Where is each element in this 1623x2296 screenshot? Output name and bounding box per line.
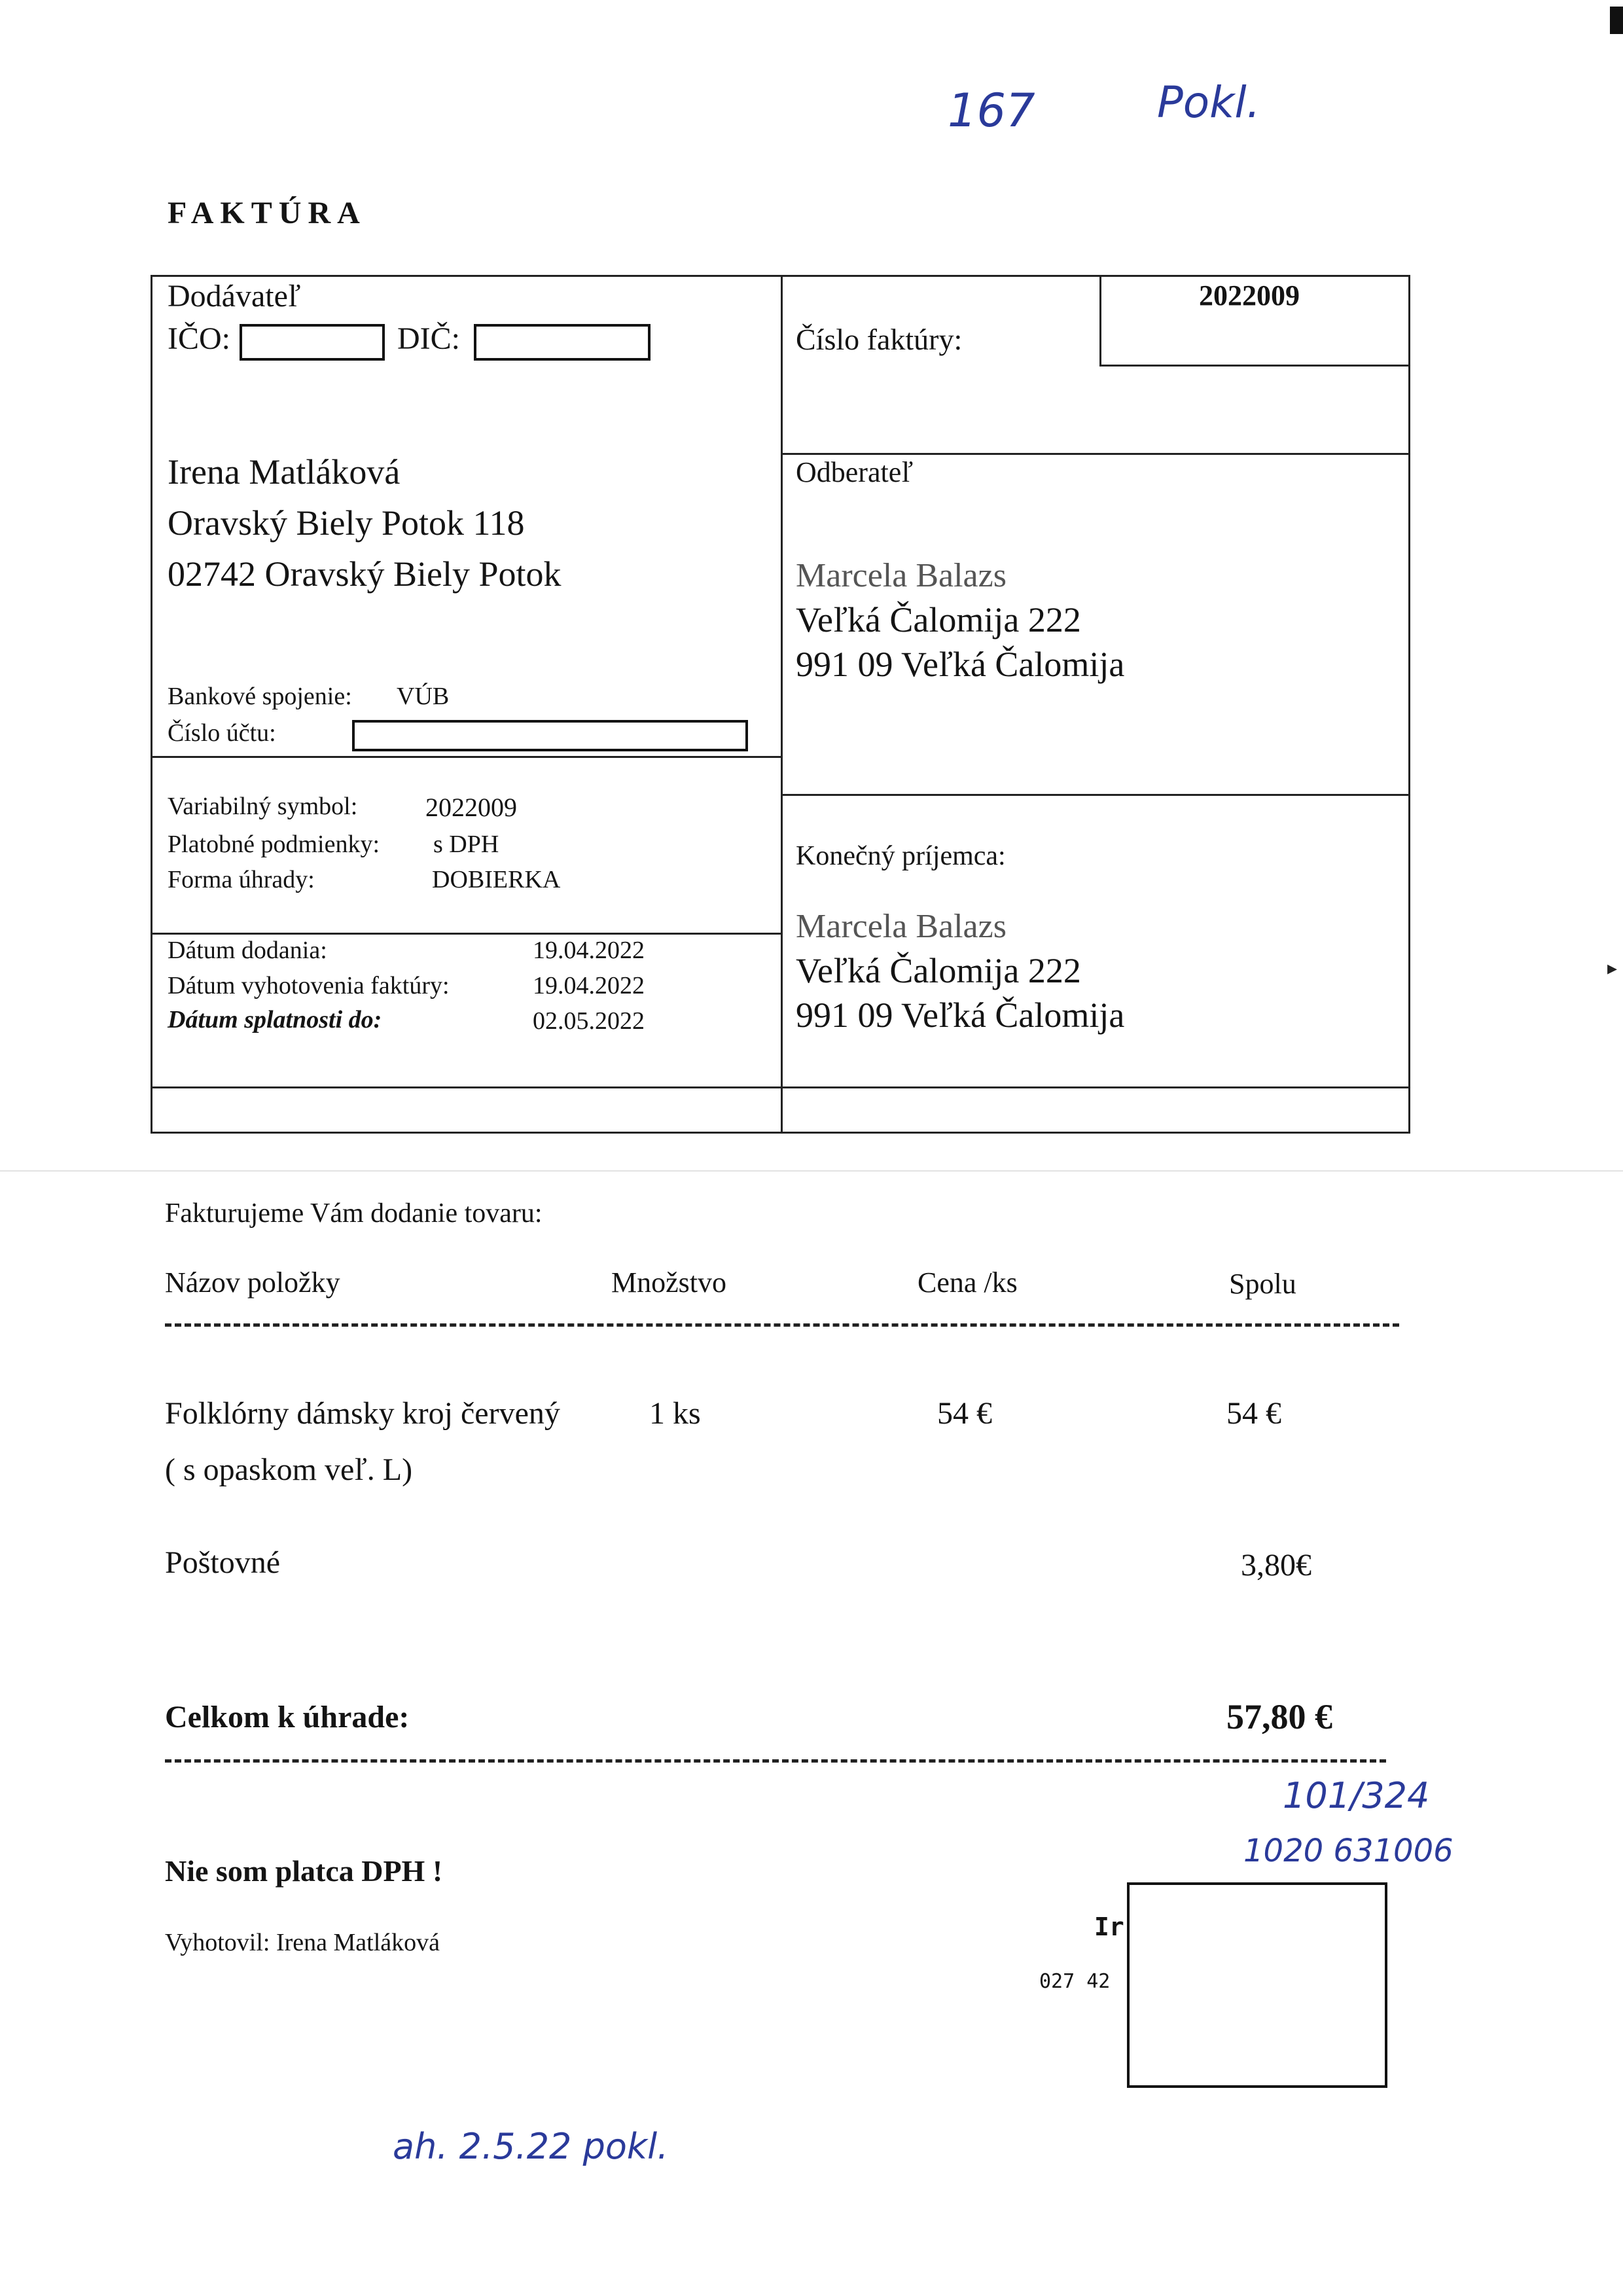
account-label: Číslo účtu: xyxy=(168,719,276,747)
handwritten-account: 1020 631006 xyxy=(1243,1833,1454,1869)
grid-line xyxy=(151,756,781,758)
vs-label: Variabilný symbol: xyxy=(168,793,358,820)
postage-value: 3,80€ xyxy=(1241,1548,1311,1583)
method-label: Forma úhrady: xyxy=(168,866,315,893)
grid-line xyxy=(151,933,781,935)
terms-label: Platobné podmienky: xyxy=(168,831,380,858)
due-date-value: 02.05.2022 xyxy=(533,1007,645,1035)
method-value: DOBIERKA xyxy=(432,866,561,893)
delivery-date-value: 19.04.2022 xyxy=(533,937,645,964)
issued-by: Vyhotovil: Irena Matláková xyxy=(165,1929,440,1956)
handwritten-reference: 101/324 xyxy=(1283,1775,1430,1816)
item-price: 54 € xyxy=(937,1396,992,1431)
delivery-date-label: Dátum dodania: xyxy=(168,937,327,964)
page-title: FAKTÚRA xyxy=(168,196,366,230)
total-separator xyxy=(165,1759,1386,1763)
items-intro: Fakturujeme Vám dodanie tovaru: xyxy=(165,1198,543,1229)
recipient-city: 991 09 Veľká Čalomija xyxy=(796,996,1125,1035)
total-value: 57,80 € xyxy=(1226,1697,1332,1736)
handwritten-note: Pokl. xyxy=(1157,77,1260,128)
item-quantity: 1 ks xyxy=(649,1396,701,1431)
total-label: Celkom k úhrade: xyxy=(165,1700,410,1734)
stamp-redaction xyxy=(1127,1882,1387,2088)
grid-line xyxy=(151,1086,1410,1088)
recipient-street: Veľká Čalomija 222 xyxy=(796,951,1081,990)
column-header-name: Názov položky xyxy=(165,1266,340,1299)
handwritten-number: 167 xyxy=(948,84,1035,137)
grid-line xyxy=(781,453,1410,455)
ico-redaction xyxy=(240,324,385,361)
stamp-text: Ir xyxy=(1094,1912,1124,1941)
issue-date-label: Dátum vyhotovenia faktúry: xyxy=(168,972,450,999)
recipient-heading: Konečný príjemca: xyxy=(796,841,1006,871)
item-name-detail: ( s opaskom veľ. L) xyxy=(165,1452,413,1487)
column-header-qty: Množstvo xyxy=(611,1266,726,1299)
dic-redaction xyxy=(474,324,651,361)
customer-city: 991 09 Veľká Čalomija xyxy=(796,645,1125,684)
dic-label: DIČ: xyxy=(397,321,460,356)
column-header-price: Cena /ks xyxy=(918,1266,1018,1299)
supplier-city: 02742 Oravský Biely Potok xyxy=(168,554,562,594)
invoice-number-label: Číslo faktúry: xyxy=(796,323,963,356)
customer-name: Marcela Balazs xyxy=(796,557,1007,594)
issue-date-value: 19.04.2022 xyxy=(533,972,645,999)
bank-label: Bankové spojenie: xyxy=(168,683,352,710)
vat-note: Nie som platca DPH ! xyxy=(165,1854,443,1888)
supplier-heading: Dodávateľ xyxy=(168,279,301,314)
fold-line xyxy=(0,1170,1623,1172)
handwritten-bottom-note: ah. 2.5.22 pokl. xyxy=(393,2126,669,2167)
grid-divider xyxy=(781,275,783,1134)
scan-speck: ▸ xyxy=(1607,958,1618,979)
header-separator xyxy=(165,1323,1399,1327)
account-redaction xyxy=(352,720,748,751)
stamp-postcode: 027 42 xyxy=(1039,1970,1111,1993)
vs-value: 2022009 xyxy=(425,793,517,822)
terms-value: s DPH xyxy=(433,831,499,858)
item-name: Folklórny dámsky kroj červený xyxy=(165,1396,560,1431)
customer-street: Veľká Čalomija 222 xyxy=(796,600,1081,639)
bank-value: VÚB xyxy=(397,683,450,710)
invoice-number-value: 2022009 xyxy=(1199,279,1300,312)
postage-label: Poštovné xyxy=(165,1545,281,1580)
ico-label: IČO: xyxy=(168,321,230,356)
grid-line xyxy=(781,794,1410,796)
due-date-label: Dátum splatnosti do: xyxy=(168,1006,382,1033)
scan-edge-mark xyxy=(1610,7,1623,34)
recipient-name: Marcela Balazs xyxy=(796,908,1007,945)
item-total: 54 € xyxy=(1226,1396,1281,1431)
column-header-total: Spolu xyxy=(1229,1268,1296,1300)
supplier-street: Oravský Biely Potok 118 xyxy=(168,503,525,543)
supplier-name: Irena Matláková xyxy=(168,452,401,492)
customer-heading: Odberateľ xyxy=(796,456,914,488)
